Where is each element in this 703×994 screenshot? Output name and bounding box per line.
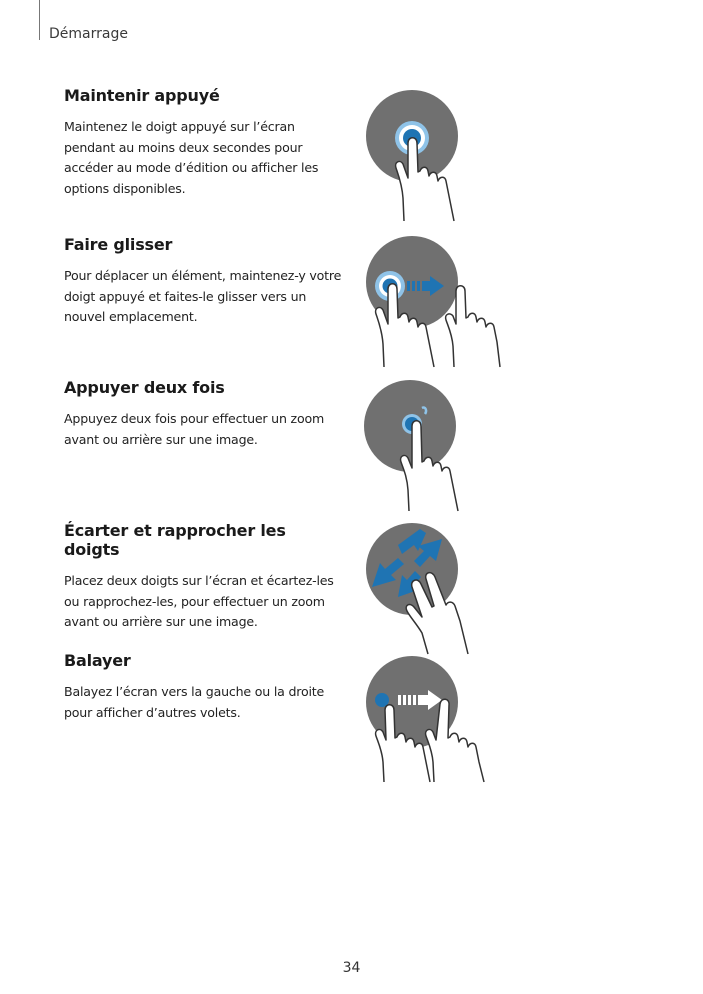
- page-number: 34: [342, 960, 361, 976]
- running-head: Démarrage: [49, 26, 128, 42]
- drag-illustration: [360, 234, 510, 374]
- double-tap-illustration: [360, 378, 510, 518]
- gesture-description: Balayez l’écran vers la gauche ou la droite pour afficher d’autres volets.: [64, 684, 325, 720]
- gesture-title: Maintenir appuyé: [64, 86, 220, 105]
- gesture-title: Faire glisser: [64, 235, 173, 254]
- gesture-title: Écarter et rapprocher les doigts: [64, 521, 286, 559]
- gesture-title: Balayer: [64, 651, 131, 670]
- gesture-title: Appuyer deux fois: [64, 378, 225, 397]
- gesture-description: Maintenez le doigt appuyé sur l’écran pendant au moins deux secondes pour accéder au mode d’édition ou afficher les options disponibles.: [64, 119, 319, 196]
- gesture-description: Placez deux doigts sur l’écran et écartez-les ou rapprochez-les, pour effectuer un zoom avant ou arrière sur une image.: [64, 573, 334, 629]
- gesture-description: Pour déplacer un élément, maintenez-y votre doigt appuyé et faites-le glisser vers un nouvel emplacement.: [64, 268, 342, 324]
- gesture-section-touch-and-hold: [64, 86, 344, 199]
- gesture-section-swipe: [64, 651, 344, 723]
- pinch-spread-illustration: [360, 521, 510, 661]
- touch-and-hold-illustration: [360, 88, 510, 228]
- gesture-section-pinch: [64, 521, 344, 633]
- gesture-description: Appuyez deux fois pour effectuer un zoom avant ou arrière sur une image.: [64, 411, 325, 447]
- margin-rule: [39, 0, 40, 40]
- gesture-section-double-tap: [64, 378, 344, 450]
- swipe-illustration: [360, 654, 510, 794]
- gesture-section-drag: [64, 235, 344, 328]
